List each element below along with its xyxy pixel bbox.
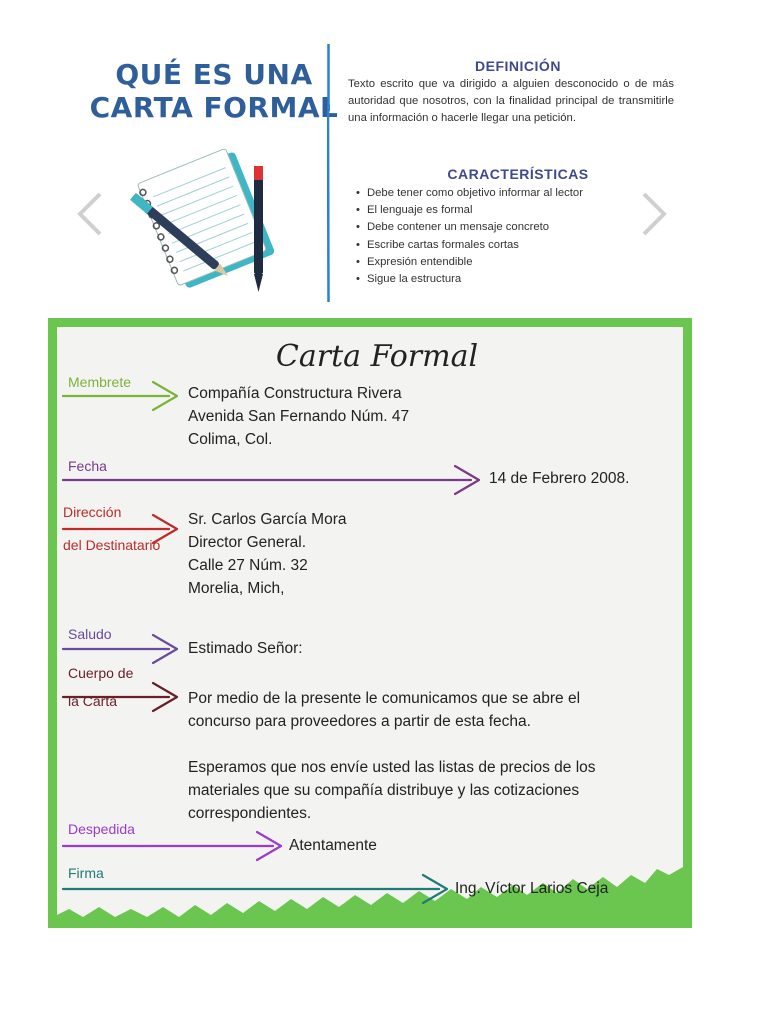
label-cuerpo-1: Cuerpo de [68,665,134,681]
title-line-1: QUÉ ES UNA [115,58,313,91]
firma-arrow [63,875,447,903]
list-item: • Expresión entendible [356,254,583,271]
cuerpo-line [188,733,596,756]
definition-heading: DEFINICIÓN [475,58,561,74]
cuerpo-line: materiales que su compañía distribuye y las cotizaciones [188,782,580,799]
list-item: • Sigue la estructura [356,271,583,288]
chevron-left-icon[interactable] [74,190,106,238]
fecha-arrow [63,466,479,494]
title-line-2: CARTA FORMAL [89,91,339,124]
label-direccion-2: del Destinatario [63,537,161,553]
infographic-title [64,58,364,124]
direccion-line: Calle 27 Núm. 32 [188,557,308,574]
membrete-text [188,382,409,451]
notebook-pen-icon [108,146,288,296]
direccion-line: Sr. Carlos García Mora [188,511,347,528]
membrete-line: Colima, Col. [188,431,273,448]
definition-text: Texto escrito que va dirigido a alguien desconocido o de más autoridad que nosotros, con la finalidad principal de transmitirle una información o hacerle llegar una petición. [348,78,674,124]
infographic-panel [48,40,690,302]
list-item: • El lenguaje es formal [356,202,583,219]
label-saludo: Saludo [68,626,112,642]
label-cuerpo-2: la Carta [68,693,118,709]
characteristics-list [356,185,583,288]
label-despedida: Despedida [68,821,135,837]
list-item: • Debe tener como objetivo informar al lector [356,185,583,202]
divider-line [327,44,330,302]
cuerpo-text [188,687,596,825]
formal-letter-diagram [48,318,692,928]
list-item: • Escribe cartas formales cortas [356,237,583,254]
chevron-right-icon[interactable] [638,190,670,238]
label-firma: Firma [68,865,104,881]
saludo-text: Estimado Señor: [188,640,303,657]
cuerpo-line: concurso para proveedores a partir de esta fecha. [188,713,531,730]
fecha-text: 14 de Febrero 2008. [489,470,630,487]
label-fecha: Fecha [68,458,107,474]
direccion-text [188,508,347,600]
cuerpo-line: Esperamos que nos envíe usted las listas de precios de los [188,759,596,776]
letter-title: Carta Formal [275,339,479,374]
list-item: • Debe contener un mensaje concreto [356,219,583,236]
cuerpo-line: Por medio de la presente le comunicamos que se abre el [188,690,581,707]
label-direccion-1: Dirección [63,504,122,520]
membrete-line: Avenida San Fernando Núm. 47 [188,408,410,425]
membrete-line: Compañía Constructura Rivera [188,385,402,402]
characteristics-heading: CARACTERÍSTICAS [447,166,589,182]
direccion-line: Director General. [188,534,307,551]
direccion-line: Morelia, Mich, [188,580,285,597]
letter-paper [57,327,683,919]
cuerpo-line: correspondientes. [188,805,312,822]
firma-text: Ing. Víctor Larios Ceja [455,880,609,897]
label-membrete: Membrete [68,374,132,390]
despedida-text: Atentamente [289,837,377,854]
